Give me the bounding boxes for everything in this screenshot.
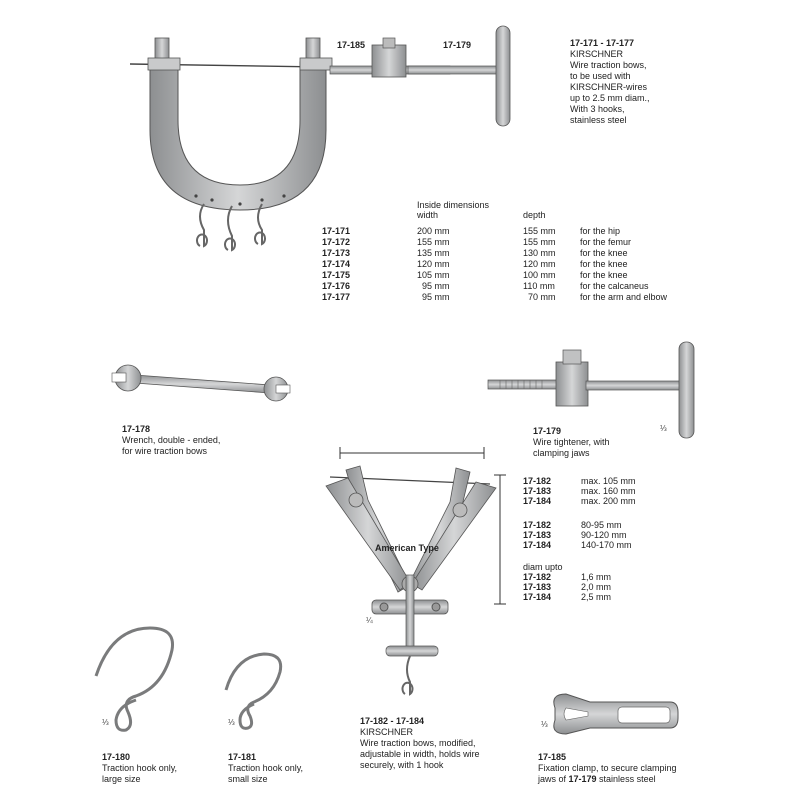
row-code: 17-174 (322, 259, 351, 269)
kirschner-name: KIRSCHNER (570, 49, 624, 59)
row-width: 135 mm (417, 248, 450, 258)
spec-code: 17-184 (523, 540, 552, 550)
spec-value: 1,6 mm (581, 572, 612, 582)
kirschner-desc-6: stainless steel (570, 115, 627, 125)
kirschner-desc-4: up to 2.5 mm diam., (570, 93, 650, 103)
row-use: for the arm and elbow (580, 292, 668, 302)
clamp-desc-2-code: 17-179 (568, 774, 597, 784)
row-use: for the hip (580, 226, 621, 236)
row-code: 17-176 (322, 281, 351, 291)
dims-col-width: width (417, 210, 439, 220)
row-width: 200 mm (417, 226, 450, 236)
hook-small-desc-2: small size (228, 774, 268, 784)
row-use: for the knee (580, 270, 628, 280)
clamp-desc-1: Fixation clamp, to secure clamping (538, 763, 677, 773)
hook-large-desc-2: large size (102, 774, 141, 784)
clamp-desc-2-post: stainless steel (596, 774, 656, 784)
hook-small-code: 17-181 (228, 752, 257, 762)
dims-header: Inside dimensions (417, 200, 490, 210)
spec-value: 2,0 mm (581, 582, 612, 592)
row-depth: 70 mm (528, 292, 556, 302)
american-bow-desc-1: Wire traction bows, modified, (360, 738, 476, 748)
label-17-179-top: 17-179 (443, 40, 472, 50)
spec-code: 17-182 (523, 572, 552, 582)
tightener-scale: ⅓ (660, 424, 667, 433)
spec-row (523, 592, 612, 603)
large-traction-hook-image (96, 628, 173, 730)
kirschner-description (570, 38, 650, 126)
wrench-desc-2: for wire traction bows (122, 446, 208, 456)
spec-value: max. 200 mm (581, 496, 636, 506)
row-code: 17-177 (322, 292, 351, 302)
fixation-clamp-image (554, 694, 678, 734)
spec-row (523, 540, 632, 551)
row-depth: 155 mm (523, 226, 556, 236)
row-code: 17-173 (322, 248, 351, 258)
spec-code: 17-183 (523, 530, 552, 540)
american-type-label: American Type (375, 543, 439, 553)
spec-value: 140-170 mm (581, 540, 632, 550)
spec-value: 90-120 mm (581, 530, 627, 540)
tightener-desc-1: Wire tightener, with (533, 437, 610, 447)
tightener-code: 17-179 (533, 426, 562, 436)
american-bow-desc-2: adjustable in width, holds wire (360, 749, 480, 759)
wrench-code: 17-178 (122, 424, 151, 434)
row-width: 95 mm (422, 281, 450, 291)
spec-value: max. 160 mm (581, 486, 636, 496)
kirschner-desc-3: KIRSCHNER-wires (570, 82, 648, 92)
hook-large-scale: ⅓ (102, 718, 109, 727)
american-bow-name: KIRSCHNER (360, 727, 414, 737)
tightener-desc-2: clamping jaws (533, 448, 590, 458)
kirschner-desc-1: Wire traction bows, (570, 60, 647, 70)
row-depth: 130 mm (523, 248, 556, 258)
row-use: for the knee (580, 248, 628, 258)
hook-large-desc-1: Traction hook only, (102, 763, 178, 773)
kirschner-code: 17-171 - 17-177 (570, 38, 635, 48)
spec-value: max. 105 mm (581, 476, 636, 486)
row-code: 17-171 (322, 226, 351, 236)
row-depth: 110 mm (523, 281, 555, 291)
hook-small-caption (228, 752, 303, 785)
row-depth: 100 mm (523, 270, 556, 280)
clamp-desc-2-pre: jaws of (538, 774, 569, 784)
american-type-traction-bow-image (326, 447, 506, 694)
american-bow-caption (360, 716, 480, 771)
spec-code: 17-184 (523, 592, 552, 602)
clamp-code: 17-185 (538, 752, 567, 762)
hook-large-code: 17-180 (102, 752, 131, 762)
kirschner-traction-bow-image (130, 26, 510, 250)
row-use: for the femur (580, 237, 632, 247)
spec-value: 80-95 mm (581, 520, 622, 530)
spec-row (523, 496, 636, 507)
spec-code: 17-183 (523, 582, 552, 592)
row-width: 95 mm (422, 292, 450, 302)
spec-code: 17-184 (523, 496, 552, 506)
kirschner-desc-2: to be used with (570, 71, 631, 81)
spec-value: 2,5 mm (581, 592, 612, 602)
spec-code: 17-182 (523, 520, 552, 530)
hook-small-desc-1: Traction hook only, (228, 763, 304, 773)
row-use: for the calcaneus (580, 281, 649, 291)
row-depth: 155 mm (523, 237, 556, 247)
kirschner-desc-5: With 3 hooks, (570, 104, 625, 114)
wrench-caption (122, 424, 220, 457)
dims-col-depth: depth (523, 210, 546, 220)
spec-code: 17-183 (523, 486, 552, 496)
diam-label: diam upto (523, 562, 563, 572)
tightener-caption (533, 426, 610, 459)
wrench-desc-1: Wrench, double - ended, (122, 435, 221, 445)
hook-small-scale: ⅓ (228, 718, 235, 727)
american-bow-desc-3: securely, with 1 hook (360, 760, 444, 770)
clamp-desc-2 (538, 774, 677, 785)
american-scale: ¼ (366, 616, 373, 625)
wrench-image (112, 365, 290, 401)
clamp-scale: ⅓ (541, 720, 548, 729)
row-width: 120 mm (417, 259, 450, 269)
label-17-185-top: 17-185 (337, 40, 366, 50)
row-code: 17-172 (322, 237, 351, 247)
clamp-caption (538, 752, 677, 785)
hook-large-caption (102, 752, 177, 785)
row-code: 17-175 (322, 270, 351, 280)
row-width: 105 mm (417, 270, 450, 280)
row-use: for the knee (580, 259, 628, 269)
row-width: 155 mm (417, 237, 450, 247)
spec-code: 17-182 (523, 476, 552, 486)
row-depth: 120 mm (523, 259, 556, 269)
american-bow-code: 17-182 - 17-184 (360, 716, 425, 726)
